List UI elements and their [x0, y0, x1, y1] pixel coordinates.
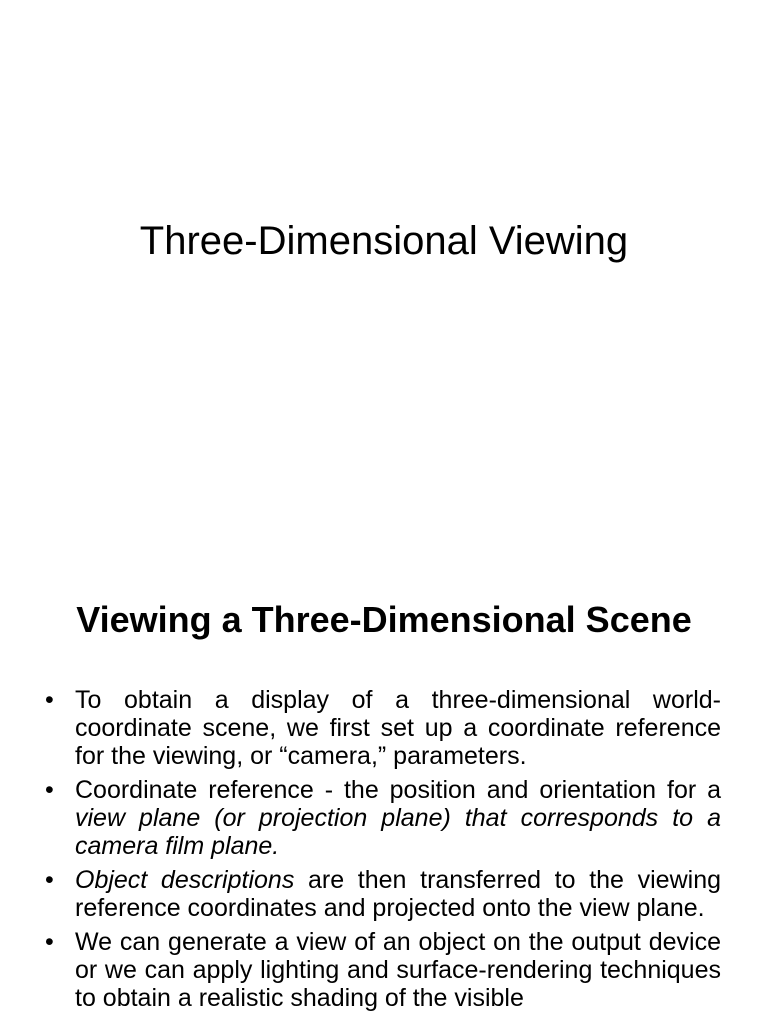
bullet-icon: • — [45, 686, 54, 714]
bullet-item — [45, 776, 721, 860]
bullet-text: To obtain a display of a three-dimensional world-coordinate scene, we first set up a coordinate reference for the viewing, or “camera,” parameters. — [75, 686, 721, 770]
bullet-text-italic: Object descriptions — [75, 866, 295, 894]
bullet-text-prefix: Coordinate reference - the position and orientation for a — [75, 776, 721, 804]
slide-heading: Viewing a Three-Dimensional Scene — [76, 599, 692, 640]
slide-title: Three-Dimensional Viewing — [139, 219, 629, 263]
bullet-item — [45, 928, 721, 1012]
bullet-text: We can generate a view of an object on the output device or we can apply lighting and surface-rendering techniques to obtain a realistic shading of the visible — [75, 928, 721, 1012]
bullet-list — [45, 686, 721, 1018]
bullet-text-suffix: are then transferred to the viewing reference coordinates and projected onto the view plane. — [75, 866, 721, 922]
slide-2 — [0, 576, 768, 1024]
bullet-item — [45, 866, 721, 922]
bullet-icon: • — [45, 928, 54, 956]
bullet-item — [45, 686, 721, 770]
bullet-icon: • — [45, 776, 54, 804]
bullet-icon: • — [45, 866, 54, 894]
bullet-text-italic: view plane (or projection plane) that corresponds to a camera film plane. — [75, 804, 721, 860]
